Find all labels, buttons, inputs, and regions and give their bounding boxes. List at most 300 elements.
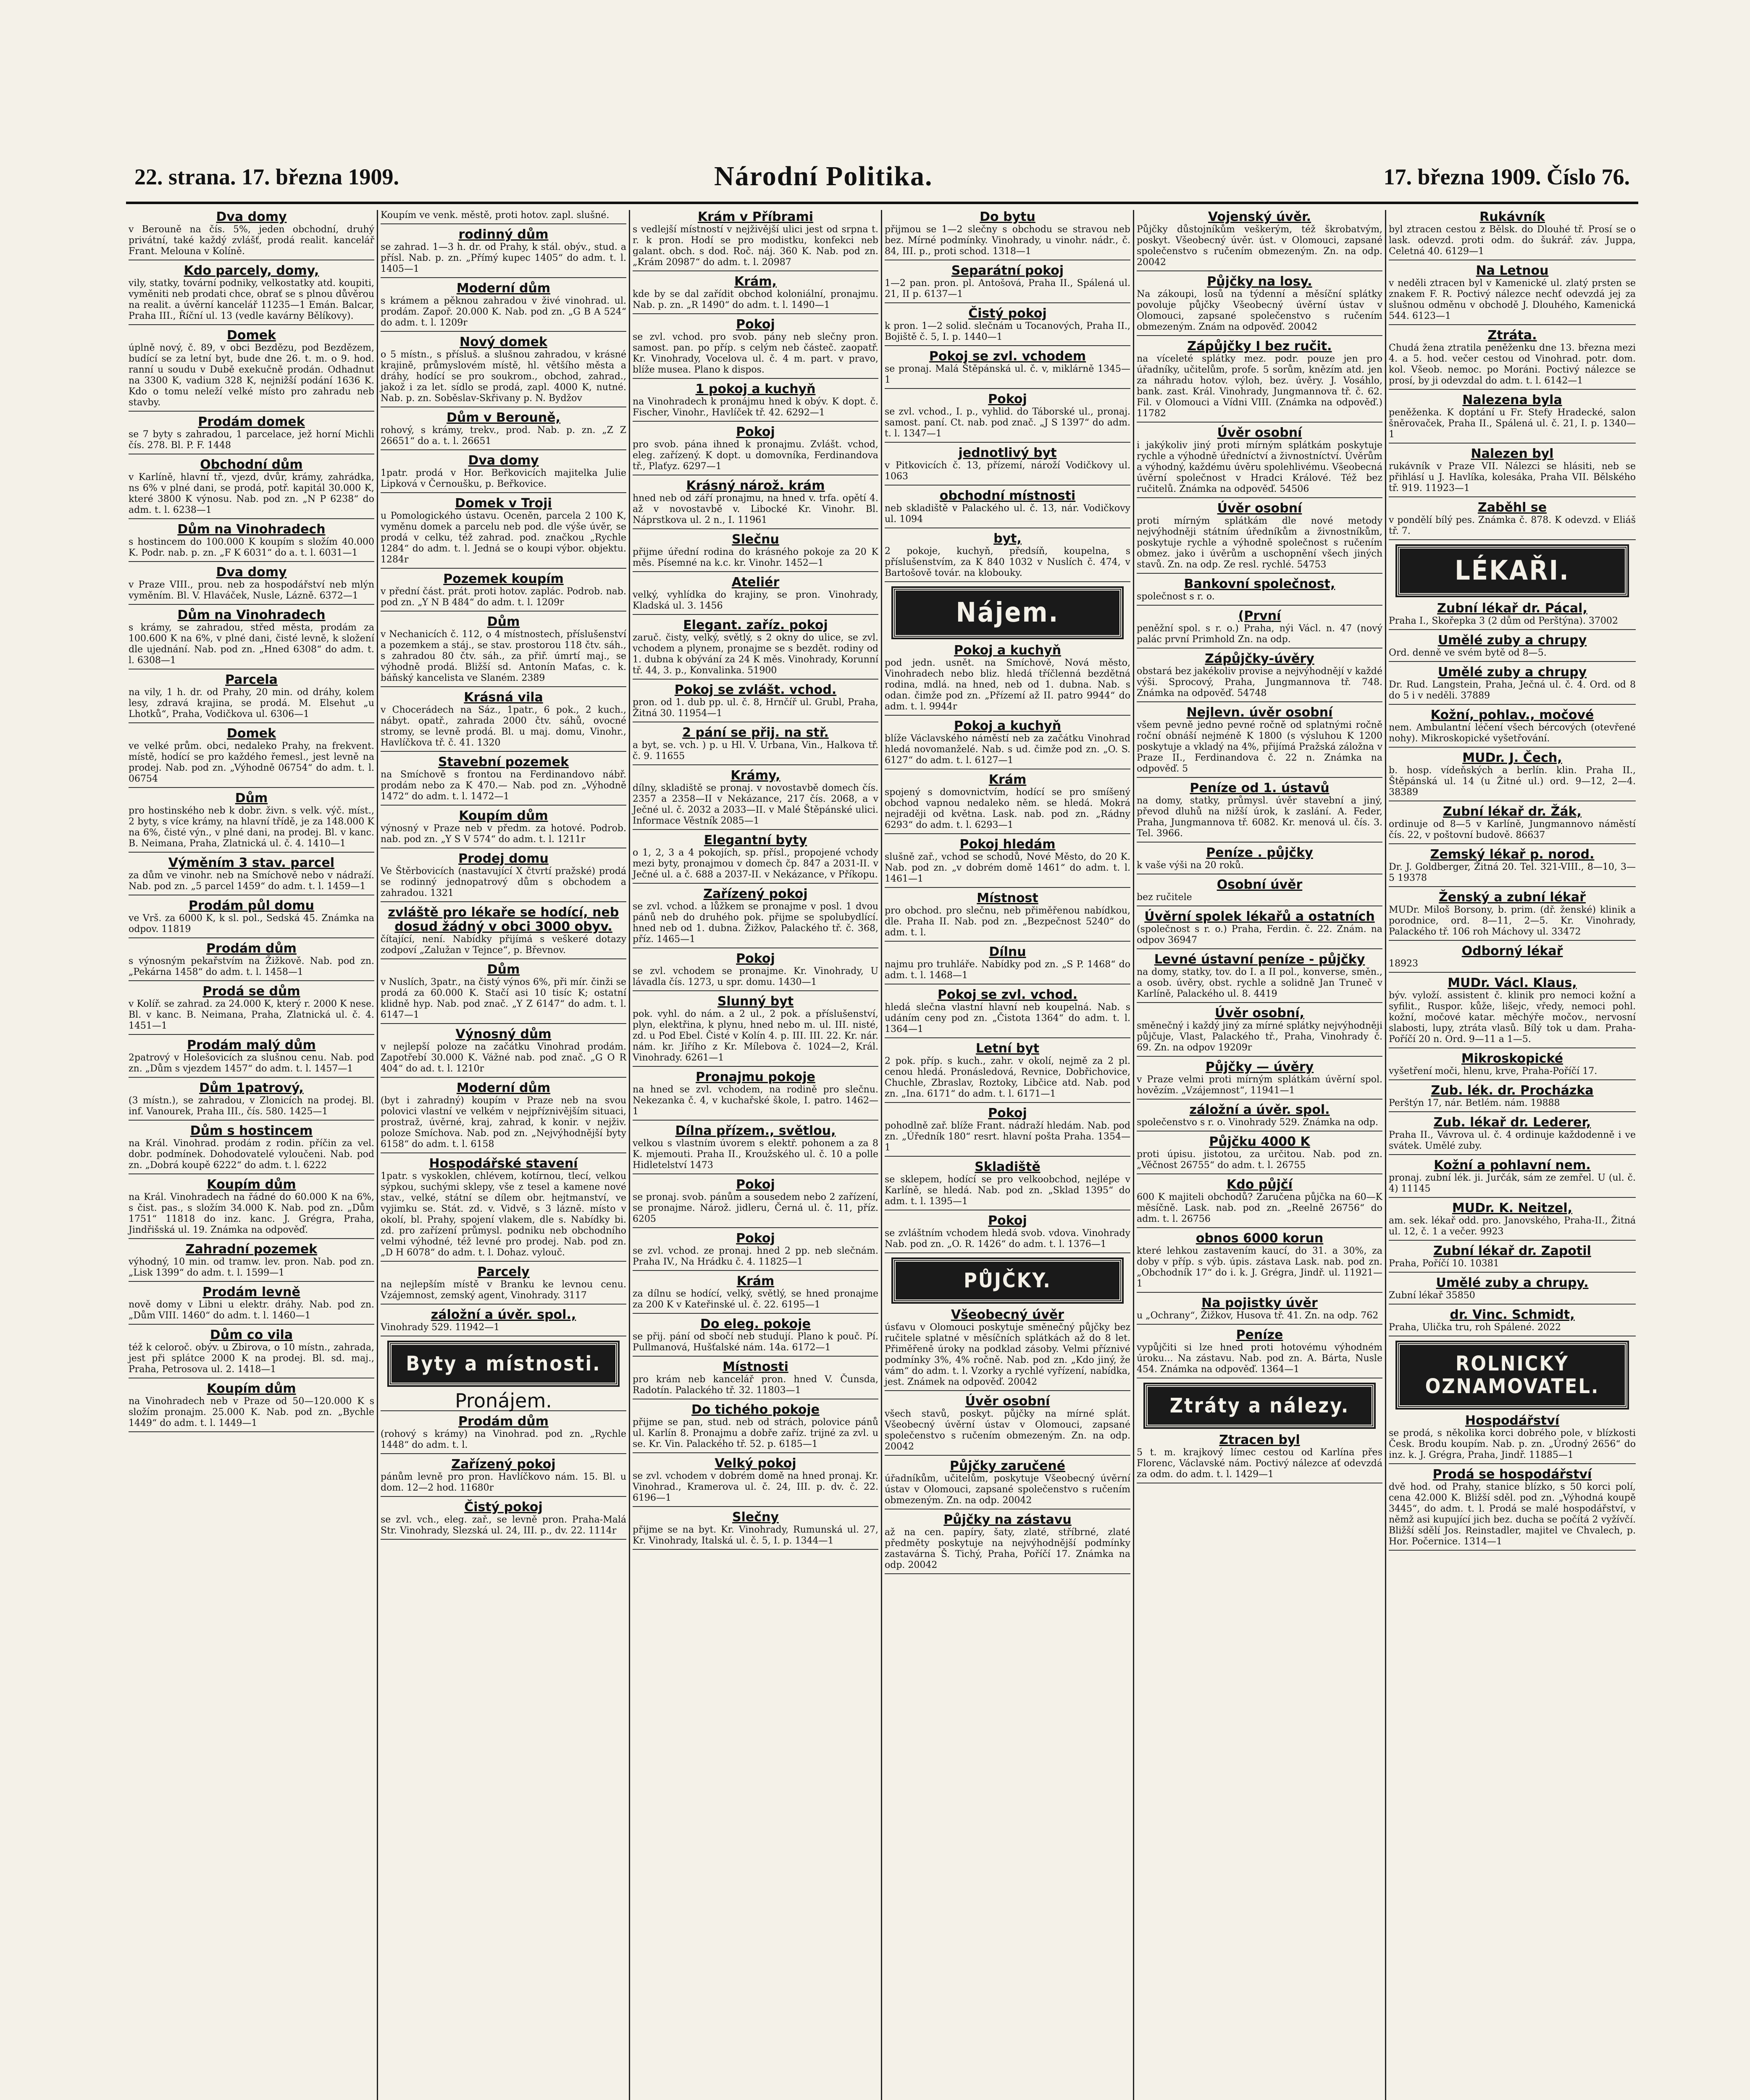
ad-body: proti mírným splátkám dle nové metody nejvýhodněji státním úředníkům a živnostníkům, poskytuje rychle a výhodně společnost s ručením obmez. jako i úvěrům a uschopnění všech jiných stavů. Zn. na odp. Ze resl. rychlé. 54753 [1137,516,1382,570]
classified-ad [381,809,626,848]
classified-ad [885,719,1130,769]
classified-ad [129,264,374,325]
classified-ad [633,479,878,529]
ad-body: pronaj. zubní lék. ji. Jurčák, sám ze zemřel. U (ul. č. 4) 11145 [1389,1173,1636,1194]
classified-ad [381,1265,626,1305]
ad-title: Pokoj [988,1106,1027,1121]
ad-title: Dům 1patrový, [199,1081,304,1095]
section-heading-box: LÉKAŘI. [1397,546,1627,596]
ad-body: na domy, statky, průmysl. úvěr stavební a jiný, převod dluhů na nižší úrok, k zaslání. A. Feder, Praha, Jungmannova tř. 6082. Kr. menová ul. čís. 3. Tel. 3966. [1137,795,1382,839]
ad-title: Skladiště [975,1160,1041,1174]
column-1 [126,210,378,2100]
ad-body: vily, statky, tovární podniky, velkostatky atd. koupiti, vyměniti neb prodati chce, obrať se s plnou důvěrou na realit. a úvěrní kancelář 11235—1 Emán. Balcar, Praha III., Říční ul. 13 (vedle kavárny Bělíkovy). [129,278,374,321]
ad-body: peněžní spol. s r. o.) Praha, nýi Václ. n. 47 (nový palác první Primhold Zn. na odp. [1137,623,1382,645]
classified-columns [126,210,1638,2100]
ad-body: se zahrad. 1—3 h. dr. od Prahy, k stál. obýv., stud. a přísl. Nab. p. zn. „Přímý kupec 1405“ do adm. t. l. 1405—1 [381,242,626,274]
ad-body: (3 místn.), se zahradou, v Zlonicích na prodej. Bl. inf. Vanourek, Praha III., čís. 580. 1425—1 [129,1095,374,1117]
classified-ad [633,1070,878,1121]
ad-body: MUDr. Miloš Borsony, b. prim. (dř. ženské) klinik a porodnice, ord. 8—11, 2—5. Kr. Vinohrady, Palackého tř. 106 roh Máchovy ul. 33472 [1389,905,1636,937]
ad-title: Pokoj se zvl. vchod. [937,987,1078,1002]
ad-title: Zápůjčky-úvěry [1205,651,1314,666]
classified-ad [1389,633,1636,662]
ad-title: Levné ústavní peníze - půjčky [1154,952,1365,967]
ad-title: Pokoj [736,317,775,332]
ad-title: Zubní lékař dr. Pácal, [1437,601,1587,616]
classified-ad [1389,805,1636,844]
classified-ad [633,382,878,422]
classified-ad [1137,609,1382,648]
ad-title: Umělé zuby a chrupy. [1436,1276,1589,1290]
classified-ad [129,1242,374,1282]
ad-title: Dům na Vinohradech [177,522,326,537]
ad-body: ordinuje od 8—5 v Karlíně, Jungmannovo náměstí čís. 22, v poštovní budově. 86637 [1389,819,1636,840]
ad-title: záložní a úvěr. spol. [1189,1102,1330,1117]
classified-ad [381,852,626,902]
ad-body: hned neb od září pronajmu, na hned v. trfa. opětí 4. až v novostavbě v. Libocké Kr. Vinohr. Bl. Náprstkova ul. 2 n., I. 11961 [633,493,878,525]
classified-ad [633,275,878,314]
classified-ad [1389,1308,1636,1336]
ad-body: blíže Václavského náměstí neb za začátku Vinohrad hledá novomanželé. Nab. s ud. čimže pod zn. „O. S. 6127“ do adm. t. l. 6127—1 [885,733,1130,766]
ad-title: Hospodářství [1465,1413,1560,1428]
ad-title: Mikroskopické [1461,1051,1563,1066]
ad-title: Do eleg. pokoje [700,1317,811,1331]
classified-ad [1137,1060,1382,1100]
classified-ad [1137,1231,1382,1293]
classified-ad [1389,1158,1636,1198]
classified-ad [885,349,1130,389]
ad-body: se zvl. vchod. a lůžkem se pronajme v posl. 1 dvou pánů neb do druhého pok. přijme se spolubydlící. hned neb od 1. dubna. Žižkov, Palackého tř. č. 368, příz. 1465—1 [633,901,878,945]
ad-title: Pokoj se zvlášt. vchod. [674,682,837,697]
page-number-date: 22. strana. 17. března 1909. [134,164,399,189]
ad-title: Parcely [477,1265,530,1279]
classified-ad [1137,501,1382,574]
classified-ad [633,1360,878,1399]
ad-body: velkou s vlastním úvorem s elektř. pohonem a za 8 K. mjemouti. Praha II., Kroužského ul. č. 10 a polle Hidletelství 1473 [633,1138,878,1171]
ad-body: Na zákoupi, losů na týdenní a měsíční splátky povoluje půjčky Všeobecný úvěrní ústav v Olomouci, zapsané společenstvo s ručením obmezeným. Znám na odpověď. 20042 [1137,289,1382,332]
ad-title: Pokoj a kuchyň [954,643,1062,658]
ad-body: za dílnu se hodící, velký, světlý, se hned pronajme za 200 K v Kateřinské ul. č. 22. 6195—1 [633,1289,878,1310]
ad-title: Úvěr osobní [965,1394,1050,1409]
classified-ad [1389,708,1636,748]
ad-body: v Pitkovicích č. 13, přízemí, nároží Vodičkovy ul. 1063 [885,460,1130,482]
ad-body: byl ztracen cestou z Bělsk. do Dlouhé tř. Prosí se o lask. odevzd. proti odm. do šukrář. záv. Juppa, Celetná 40. 6129—1 [1389,224,1636,257]
ad-title: Slečny [732,1510,779,1525]
ad-body: rohový, s krámy, trekv., prod. Nab. p. zn. „Z Z 26651“ do a. t. l. 26651 [381,425,626,446]
ad-body: v Nuslích, 3patr., na čistý výnos 6%, při mír. činži se prodá za 60.000 K. Stačí asi 10 tisíc K; ostatní klidně hyp. Nab. pod znač. „Y Z 6147“ do adm. t. l. 6147—1 [381,977,626,1020]
ad-body: směnečný i každý jiný za mírné splátky nejvýhodněji půjčuje, Vlast, Palackého tř., Praha, Vinohrady č. 69. Zn. na odpov 19209r [1137,1021,1382,1053]
ad-title: Moderní dům [456,1081,551,1095]
ad-body: přijmou se 1—2 slečny s obchodu se stravou neb bez. Mírné podmínky. Vinohrady, u vinohr. nádr., č. 84, III. p., proti schod. 1318—1 [885,224,1130,257]
ad-body: Dr. J. Goldberger, Žitná 20. Tel. 321-VIII., 8—10, 3—5 19378 [1389,862,1636,883]
ad-title: Nejlevn. úvěr osobní [1186,705,1333,720]
ad-title: Dva domy [216,210,287,224]
classified-ad [885,210,1130,260]
classified-ad [885,1513,1130,1574]
ad-body: Praha, Ulička tru, roh Spálené. 2022 [1389,1322,1561,1333]
ad-body: výhodný, 10 min. od tramw. lev. pron. Nab. pod zn. „Lisk 1399“ do adm. t. l. 1599—1 [129,1257,374,1278]
ad-title: Nový domek [460,335,547,349]
ad-body: na Vinohradech neb v Praze od 50—120.000 K s složím pronajm. 25.000 K. Nab. pod zn. „Bychle 1449“ do adm. t. l. 1449—1 [129,1396,374,1428]
ad-title: Prodej domu [458,851,549,866]
ad-title: Prodá se hospodářství [1432,1467,1592,1482]
ad-title: Koupím dům [459,808,548,823]
ad-title: Zub. lékař dr. Lederer, [1433,1115,1591,1130]
classified-ad [129,727,374,788]
ad-title: Prodá se dům [202,984,300,999]
ad-title: Krámy, [730,768,780,783]
classified-ad [1389,1052,1636,1080]
ad-title: Zubní lékař dr. Zapotil [1433,1244,1591,1258]
ad-body: pro krám neb kancelář pron. hned V. Čunsda, Radotín. Palackého tř. 32. 11803—1 [633,1374,878,1396]
ad-title: MUDr. K. Neitzel, [1452,1201,1573,1215]
ad-body: s krámem a pěknou zahradou v živé vinohrad. ul. prodám. Zapoř. 20.000 K. Nab. pod zn. „G B A 524“ do adm. t. l. 1209r [381,296,626,328]
ad-body: k pron. 1—2 solid. slečnám u Tocanových, Praha II., Bojiště č. 5, I. p. 1440—1 [885,321,1130,342]
classified-ad [885,1042,1130,1103]
ad-title: Dům [235,791,268,806]
ad-body: v nejlepší poloze na začátku Vinohrad prodám. Zapotřebí 30.000 K. Vážné nab. pod znač. „G O R 404“ do ad. t. l. 1210r [381,1042,626,1074]
ad-body: Vinohrady 529. 11942—1 [381,1322,500,1333]
ad-body: se sklepem, hodící se pro velkoobchod, nejlépe v Karlíně, se hledá. Nab. pod zn. „Sklad 1395“ do adm. t. l. 1395—1 [885,1174,1130,1207]
ad-body: v Praze VIII., prou. neb za hospodářství neb mlýn vyměním. Bl. V. Hlaváček, Nusle, Lázně. 6372—1 [129,580,374,601]
classified-ad [633,210,878,271]
ad-title: Prodám dům [458,1414,549,1429]
ad-title: Krám, [734,274,777,289]
ad-title: obnos 6000 korun [1196,1231,1324,1246]
classified-ad [885,945,1130,984]
classified-ad [1137,878,1382,906]
classified-ad [1389,944,1636,973]
ad-title: Pozemek koupím [443,572,564,586]
classified-ad [129,984,374,1035]
classified-ad [1389,601,1636,630]
ad-title: Zub. lék. dr. Procházka [1431,1083,1594,1098]
ad-body: Dr. Rud. Langstein, Praha, Ječná ul. č. 4. Ord. od 8 do 5 i v neděli. 37889 [1389,680,1636,701]
ad-body: se přij. pání od sbočí neb studují. Plano k pouč. Pí. Pullmanová, Hušťalské nám. 14a. 6172—1 [633,1331,878,1353]
classified-ad [129,565,374,605]
classified-ad [129,673,374,723]
classified-ad [1137,781,1382,843]
ad-body: které lehkou zastavením kaucí, do 31. a 30%, za doby v příp. s výb. úpis. zástava Lask. nab. pod zn. „Obchodník 17“ do i. k. J. Grégra, Jindř. ul. 11921—1 [1137,1246,1382,1289]
classified-ad [129,1081,374,1121]
classified-ad [129,415,374,454]
column-2 [378,210,630,2100]
ad-body: za dům ve vinohr. neb na Smíchově nebo v nádraží. Nab. pod zn. „5 parcel 1459“ do adm. t. l. 1459—1 [129,870,374,892]
ad-title: Krám v Příbrami [697,210,814,224]
ad-title: Dům [487,962,520,977]
classified-ad [1389,1467,1636,1551]
ad-title: Velký pokoj [715,1456,796,1471]
ad-title: byt, [993,531,1022,546]
ad-body: na Vinohradech k pronájmu hned k obýv. K dopt. č. Fischer, Vinohr., Havlíček tř. 42. 6292—1 [633,396,878,418]
ad-body: všech stavů, poskyt. půjčky na mírné splát. Všeobecný úvěrní ústav v Olomouci, zapsané společenstvo s ručením obmezeným. Zn. na odp. 20042 [885,1409,1130,1452]
classified-ad [885,988,1130,1038]
ad-title: Zařízený pokoj [703,887,808,901]
ad-body: v Chocerádech na Sáz., 1patr., 6 pok., 2 kuch., nábyt. opatř., zahrada 2000 čtv. sáhů, ovocné stromy, se levně prodá. Bl. u maj. domu, Vinohr., Havlíčkova tř. č. 41. 1320 [381,705,626,748]
ad-body: u „Ochrany“, Žižkov, Husova tř. 41. Zn. na odp. 762 [1137,1310,1379,1321]
ad-body: společnost s r. o. [1137,591,1215,602]
classified-ad [129,1382,374,1432]
classified-ad [1389,1116,1636,1155]
ad-body: na Král. Vinohradech na řádné do 60.000 K na 6%, s čist. pas., s složím 34.000 K. Nab. pod zn. „Dům 1751“ 11818 do inz. kanc. J. Grégra, Praha, Jindřišská ul. 19. Známka na odpověď. [129,1192,374,1235]
ad-body: pok. vyhl. do nám. a 2 ul., 2 pok. a příslušenství, plyn, elektřina, k plynu, hned nebo m. ul. III. nisté, zd. u Pod Ebel. Čisté v Kolín 4. p. III. III. 22. Kr. nár. nám. kr. Jiřího z Kr. Mílebova č. 1024—2, Král. Vinohrady. 6261—1 [633,1009,878,1063]
ad-title: záložní a úvěr. spol., [431,1307,576,1322]
ad-title: Prodám dům [206,941,297,956]
ad-title: Krám [736,1274,775,1289]
classified-ad [633,1178,878,1228]
ad-body: o 5 místn., s přísluš. a slušnou zahradou, v krásné krajině, průmyslovém místě, hl. většího města a dráhy, hodící se pro soukrom., obchod, zahrad., jakož i za let. sídlo se prodá, zapl. 4000 K, nutné. Nab. p. zn. Soběslav-Skřivany p. N. Bydžov [381,349,626,404]
ad-body: přijme se na byt. Kr. Vinohrady, Rumunská ul. 27, Kr. Vinohrady, Italská ul. č. 5, I. p. 1344—1 [633,1525,878,1546]
ad-body: Koupím ve venk. městě, proti hotov. zapl. slušné. [381,210,610,220]
classified-ad [381,572,626,612]
classified-ad [885,643,1130,716]
ad-body: nem. Ambulantní léčení všech bércových (otevřené nohy). Mikroskopické vyšetřování. [1389,722,1636,744]
ad-title: (První [1238,609,1281,623]
ad-title: Pokoj [988,1213,1027,1228]
classified-ad [129,608,374,669]
ad-title: Úvěr osobní [1217,501,1302,516]
ad-body: kde by se dal zařídit obchod koloniální, pronajmu. Nab. p. zn. „R 1490“ do adm. t. l. 1490—1 [633,289,878,310]
classified-ad [381,496,626,569]
ad-title: Místnosti [723,1360,788,1374]
classified-ad [129,1038,374,1078]
classified-ad [129,1328,374,1378]
classified-ad [381,963,626,1024]
ad-title: Ateliér [731,575,780,590]
ad-body: najmu pro truhláře. Nabídky pod zn. „S P. 1468“ do adm. t. l. 1468—1 [885,959,1130,981]
column-4 [882,210,1134,2100]
classified-ad [1389,393,1636,444]
ad-title: Do bytu [980,210,1035,224]
ad-title: Čistý pokoj [464,1500,543,1515]
ad-title: Výnosný dům [455,1027,552,1042]
ad-title: Na Letnou [1476,263,1549,278]
section-heading-box: ROLNICKÝ OZNAMOVATEL. [1397,1342,1627,1408]
ad-body: (byt i zahradný) koupím v Praze neb na svou polovici vlastní ve velkém v nejpříznivějším situaci, prostraž, úvěrné, kraj, zahrad, k konir. v nejživ. poloze Smíchova. Nab. pod zn. „Nejvýhodnější byty 6158“ do adm. t. l. 6158 [381,1095,626,1150]
classified-ad [381,281,626,332]
classified-ad [633,575,878,615]
ad-body: 18923 [1389,958,1418,969]
ad-body: se zvl. vchod. pro svob. pány neb slečny pron. samost. pan. po příp. s celým neb částeč. zaopatř. Kr. Vinohrady, Vocelova ul. č. 4 m. part. v pravo, blíže musea. Plano k dispos. [633,332,878,375]
ad-title: jednotlivý byt [958,446,1057,460]
classified-ad [381,454,626,493]
ad-title: Pokoj [736,425,775,439]
ad-body: spojený s domovnictvím, hodící se pro smíšený obchod vapnou nedaleko něm. se hledá. Mokrá nejraději od května. Lask. nab. pod zn. „Rádny 6293“ do adm. t. l. 6293—1 [885,787,1130,830]
classified-ad [1389,665,1636,705]
ad-title: Pokoj se zvl. vchodem [929,349,1086,364]
ad-title: Domek [226,726,276,741]
ad-title: Domek v Troji [455,496,552,511]
classified-ad [1389,1414,1636,1464]
ad-body: o 1, 2, 3 a 4 pokojích, sp. přísl., propojené vchody mezi byty, pronajmou v domech čp. 847 a 2031-II. v Ječné ul. a č. 688 a 2037-II. v Nekázance, v Příkopu. [633,848,878,880]
ad-body: s krámy, se zahradou, střed města, prodám za 100.600 K na 6%, v plné dani, čisté levně, k složení dle ujednání. Nab. pod zn. „Hned 6308“ do adm. t. l. 6308—1 [129,622,374,666]
ad-body: slušně zař., vchod se schodů, Nové Město, do 20 K. Nab. pod zn. „v dobrém domě 1461“ do adm. t. l. 1461—1 [885,852,1130,884]
ad-title: dr. Vinc. Schmidt, [1450,1307,1575,1322]
ad-body: zaruč. čisty, velký, světlý, s 2 okny do ulice, se zvl. vchodem a plynem, pronajme se s bezdět. rodiny od 1. dubna k obývání za 24 K měs. Vinohrady, Korunní tř. 44, 3. p., Konvalinka. 51900 [633,633,878,676]
ad-title: MUDr. J. Čech, [1462,751,1562,765]
classified-ad [129,856,374,895]
ad-title: Pokoj [988,392,1027,407]
classified-ad [885,837,1130,888]
ad-title: Pokoj [736,951,775,966]
ad-title: Ztracen byl [1219,1433,1300,1447]
ad-body: v Nechanicích č. 112, o 4 místnostech, příslušenství a pozemkem a stáj., se stav. prostorou 118 čtv. sáh., s zahradou 80 čtv. sáh., za přiř. úmrtí maj., se výhodně prodá. Bližší sd. Antonín Maťas, c. k. báňský kancelista ve Slaném. 2389 [381,629,626,683]
classified-ad [129,328,374,412]
classified-ad [381,228,626,278]
classified-ad [885,1214,1130,1253]
classified-ad [381,755,626,806]
ad-body: 5 t. m. krajkový límec cestou od Karlína přes Florenc, Václavské nám. Poctivý nálezce ať odevzdá za odm. do adm. t. l. 1429—1 [1137,1447,1382,1480]
ad-title: Půjčky na losy. [1207,274,1312,289]
section-heading-box: PŮJČKY. [893,1259,1122,1302]
classified-ad [633,1274,878,1314]
ad-body: dílny, skladiště se pronaj. v novostavbě domech čís. 2357 a 2358—II v Nekázance, 217 čís. 2068, a v Ječné ul. č. 2032 a 2033—II. v Malé Štěpánské ulici. Informace Věstník 2085—1 [633,783,878,826]
ad-title: Dům v Berouně, [446,410,561,425]
ad-body: na hned se zvl. vchodem, na rodině pro slečnu. Nekezanka č. 4, v kuchařské škole, I. patro. 1462—1 [633,1084,878,1117]
ad-body: na domy, statky, tov. do I. a II pol., konverse, směn., a osob. úvěry, obst. rychle a solidně Jan Truneč v Karlíně, Palackého ul. 8. 4419 [1137,967,1382,999]
classified-ad [633,533,878,572]
ad-title: Prodám domek [198,415,305,429]
classified-ad [129,210,374,260]
ad-title: Vojenský úvěr. [1208,210,1311,224]
classified-ad [381,1308,626,1336]
ad-body: na vily, 1 h. dr. od Prahy, 20 min. od dráhy, kolem lesy, zdravá krajina, se prodá. M. Elsehut „u Lhotků“, Praha, Vodičkova ul. 6306—1 [129,687,374,719]
section-heading-box: Ztráty a nálezy. [1145,1384,1374,1427]
ad-body: v Kolíř. se zahrad. za 24.000 K, který r. 2000 K nese. Bl. v kanc. B. Neimana, Praha, Zlatnická ul. č. 4. 1451—1 [129,999,374,1031]
classified-ad [633,726,878,765]
classified-ad [1389,1244,1636,1273]
ad-body: Ve Štěrbovicích (nastavující X čtvrtí pražské) prodá se rodinný jednopatrový dům s obchodem a zahradou. 1321 [381,866,626,898]
ad-body: též k celoroč. obýv. u Zbirova, o 10 místn., zahrada, jest při splátce 2000 K na prodej. Bl. sd. maj., Praha, Petrosova ul. 2. 1418—1 [129,1342,374,1375]
ad-body: Chudá žena ztratila peněženku dne 13. března mezi 4. a 5. hod. večer cestou od Vinohrad. potr. dom. kol. Všeob. nemoc. po Moráni. Poctivý nálezce se prosí, by ji odevzdal do adm. t. l. 6142—1 [1389,343,1636,386]
ad-title: 2 pání se přij. na stř. [682,725,829,740]
classified-ad [885,1459,1130,1509]
classified-ad [885,446,1130,486]
ad-body: pohodlně zař. blíže Frant. nádraží hledám. Nab. pod zn. „Úředník 180“ resrt. hlavní pošta Praha. 1354—1 [885,1121,1130,1153]
ad-title: Krásný nárož. krám [686,478,825,493]
ad-body: u Pomologického ústavu. Oceněn, parcela 2 100 K, vyměnu domek a parcelu neb pod. dle výše úvěr, se prodá v celku, též zahrad. pod. značkou „Rychle 1284“ do adm. t. l. Jedná se o koupi výbor. objektu. 1284r [381,511,626,565]
classified-ad [633,425,878,475]
classified-ad [633,769,878,830]
ad-body: pro hostinského neb k dobr. živn. s velk. výč. míst., 2 byty, s více krámy, na hlavní třídě, je za 148.000 K na 6%, čisté výn., v plné dani, na prodej. Bl. v kanc. B. Neimana, Praha, Zlatnická ul. č. 4. 1410—1 [129,806,374,849]
ad-title: Osobní úvěr [1217,877,1303,892]
ad-body: 2patrový v Holešovicích za slušnou cenu. Nab. pod zn. „Dům s vjezdem 1457“ do adm. t. l. 1457—1 [129,1053,374,1074]
ad-title: Všeobecný úvěr [951,1307,1064,1322]
classified-ad [1137,846,1382,874]
ad-title: Umělé zuby a chrupy [1437,665,1587,680]
classified-ad [633,1317,878,1357]
ad-body: na Král. Vinohrad. prodám z rodin. příčin za vel. dobr. podmínek. Dohodovatelé vyloučeni. Nab. pod zn. „Dobrá koupě 6222“ do adm. t. l. 6222 [129,1138,374,1171]
ad-body: úřadníkům, učitelům, poskytuje Všeobecný úvěrní ústav v Olomouci, zapsané společenstvo s ručením obmezeným. Zn. na odp. 20042 [885,1473,1130,1506]
ad-body: obstará bez jakékoliv provise a nejvýhodnějí v každé výši. Sprocový, Praha, Jungmannova tř. 748. Známka na odpověď. 54748 [1137,666,1382,698]
ad-title: Krám [988,772,1027,787]
classified-ad [129,458,374,519]
classified-ad [1389,328,1636,390]
classified-ad [885,1308,1130,1391]
ad-body: bez ručitele [1137,892,1192,903]
ad-title: Dva domy [216,565,287,580]
ad-body: Půjčky důstojníkům veškerým, též škrobatvým, poskyt. Všeobecný úvěr. úst. v Olomouci, zapsané společenstvo s ručením obmezeným. Zn. na odp. 20042 [1137,224,1382,268]
ad-body: Perštýn 17, nár. Betlém. nám. 19888 [1389,1098,1560,1108]
ad-body: 1patr. s vyskoklen, chlévem, kotírnou, tlecí, velkou sýpkou, suchými sklepy, vše z tesel a kamene nové stav., velké, státní se dílem obr. hejtmanství, ve vyjimku se. Stát. zd. v. Vidvě, s 3 lázně. místo v okolí, bl. Prahy, spojení vlakem, dle s. Nabídky bi. zd. pro zařízení průmysl. podniku neb obchodního velmi výhodné, též levné pro prodej. Nab. pod zn. „D H 6078“ do adm. t. l. Dohaz. vylouč. [381,1171,626,1258]
ad-body: se prodá, s několika korci dobrého pole, v blízkosti Česk. Brodu koupím. Nab. p. zn. „Úrodný 2656“ do inz. k. J. Grégra, Praha, Jindř. 11885—1 [1389,1428,1636,1460]
ad-body: Praha II., Vávrova ul. č. 4 ordinuje každodenně i ve svátek. Umělé zuby. [1389,1130,1636,1151]
ad-title: Separátní pokoj [951,263,1064,278]
ad-body: v pondělí bílý pes. Známka č. 878. K odevzd. v Eliáš tř. 7. [1389,515,1636,536]
ad-title: Odborný lékař [1461,944,1563,958]
ad-title: Pronajmu pokoje [696,1070,815,1084]
ad-body: se zvl. vchodem se pronajme. Kr. Vinohrady, U lávadla čís. 1273, u spr. domu. 1430—1 [633,966,878,987]
classified-ad [1389,976,1636,1048]
ad-title: Ženský a zubní lékař [1439,890,1586,905]
ad-body: býv. vyloží. assistent č. klinik pro nemoci kožní a syfilit., Ruspor. kůže, lišejc, vředy, nemoci pohl. kožní, močové katar. měchýře močov., nervosní slabosti, lupy, ztráta vlasů. Bílý tok u dam. Praha-Poříčí 20 n. Ord. 9—11 a 1—5. [1389,990,1636,1045]
classified-ad [633,887,878,948]
classified-ad [1137,1328,1382,1378]
ad-title: 1 pokoj a kuchyň [695,382,816,396]
classified-ad [1137,1103,1382,1131]
ad-title: zvláště pro lékaře se hodící, neb dosud žádný v obci 3000 obyv. [388,905,619,934]
classified-ad [885,489,1130,528]
classified-ad [1137,706,1382,778]
ad-body: společenstvo s r. o. Vinohrady 529. Známka na odp. [1137,1117,1378,1128]
classified-ad [633,318,878,379]
ad-title: Rukávník [1479,210,1545,224]
classified-ad [1389,1201,1636,1241]
classified-ad [1137,426,1382,498]
ad-body: v Berouně na čís. 5%, jeden obchodní, druhý privátní, také každý zvlášť, prodá realit. kancelář Frant. Melouna v Kolíně. [129,224,374,257]
ad-body: v neděli ztracen byl v Kamenické ul. zlatý prsten se znakem F. R. Poctivý nálezce nechť odevzdá jej za slušnou odměnu v obchodě J. Dlouhého, Kamenická 544. 6123—1 [1389,278,1636,321]
ad-body: pro svob. pána ihned k pronajmu. Zvlášt. vchod, eleg. zařízený. K dopt. u domovníka, Ferdinandova tř., Plaťyz. 6297—1 [633,439,878,472]
ad-title: rodinný dům [458,227,549,242]
ad-body: s výnosným pekařstvím na Žižkově. Nab. pod zn. „Pekárna 1458“ do adm. t. l. 1458—1 [129,956,374,977]
classified-ad [1137,652,1382,702]
classified-ad [885,532,1130,582]
ad-body: 1—2 pan. pron. pl. Antošová, Praha II., Spálená ul. 21, II p. 6137—1 [885,278,1130,299]
page-header [126,151,1638,204]
classified-ad [885,1106,1130,1157]
ad-body: se zvl. vchodem v dobrém domě na hned pronaj. Kr. Vinohrad., Kramerova ul. č. 24, III. p. dv. č. 22. 6196—1 [633,1471,878,1503]
classified-ad [1389,264,1636,325]
ad-body: se zvl. vchod. ze pronaj. hned 2 pp. neb slečnám. Praha IV., Na Hrádku č. 4. 11825—1 [633,1246,878,1267]
classified-ad [633,683,878,722]
classified-ad [1137,210,1382,271]
ad-body: Praha, Poříčí 10. 10381 [1389,1258,1499,1269]
ad-title: Elegantní byty [704,833,807,848]
ad-title: Letní byt [975,1041,1040,1056]
classified-ad [1137,1178,1382,1228]
ad-body: čítající, není. Nabídky přijímá s veškeré dotazy zodpoví „Zalužan v Tejnce“, p. Břevnov. [381,934,626,956]
ad-title: Dílnu [989,945,1026,959]
classified-ad [1137,910,1382,949]
classified-ad [885,891,1130,942]
ad-body: se zvl. vchod., I. p., vyhlid. do Táborské ul., pronaj. samost. paní. Ct. nab. pod znač. „J S 1397“ do adm. t. l. 1347—1 [885,407,1130,439]
classified-ad [1389,890,1636,941]
classified-ad [633,995,878,1067]
ad-title: Půjčky na zástavu [943,1512,1072,1527]
ad-body: se zvl. vch., eleg. zař., se levně pron. Praha-Malá Str. Vinohrady, Slezská ul. 24, III. p., dv. 22. 1114r [381,1515,626,1536]
classified-ad [633,1510,878,1550]
ad-body: pro obchod. pro slečnu, neb přiměřenou nabídkou, dle. Praha II. Nab. pod zn. „Bezpečnost 5240“ do adm. t. l. [885,906,1130,938]
classified-ad [129,899,374,938]
classified-ad [381,1457,626,1497]
classified-ad [1389,1084,1636,1112]
ad-title: Zaběhl se [1477,500,1547,515]
classified-ad [1389,848,1636,887]
ad-title: Půjčky — úvěry [1205,1060,1314,1074]
ad-title: Krásná vila [464,690,543,705]
classified-ad [381,335,626,407]
ad-title: Prodám půl domu [188,898,315,913]
ad-body: pod jedn. usnět. na Smíchově, Nová město, Vinohradech nebo bliz. hledá tříčlenná bezdětná rodina, mdlá. na hned, neb od 1. dubna. Nab. s odan. čimže pod zn. „Přízemí až II. patro 9944“ do adm. t. l. 9944r [885,658,1130,712]
